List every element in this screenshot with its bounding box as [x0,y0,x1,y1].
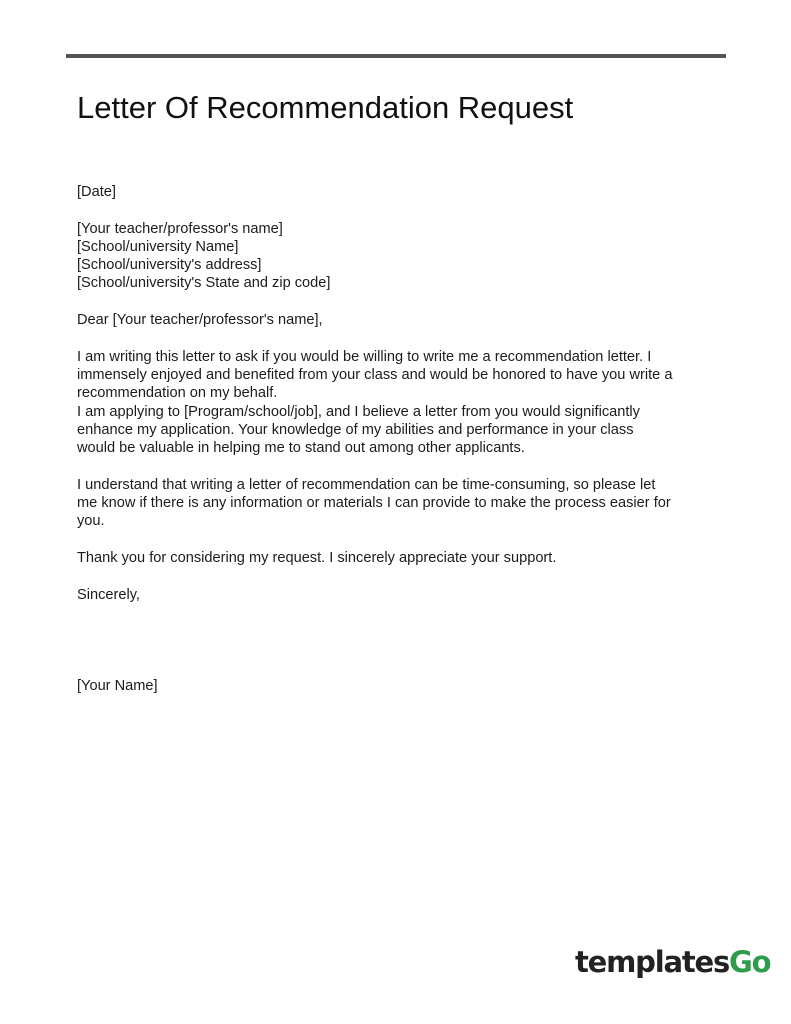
paragraph-line: I am applying to [Program/school/job], and I believe a letter from you would significantly [77,403,640,420]
letter-date: [Date] [77,184,116,200]
logo-text-go: Go [729,945,771,979]
paragraph-line: recommendation on my behalf. [77,385,278,402]
paragraph-thanks: Thank you for considering my request. I sincerely appreciate your support. [77,549,557,566]
recipient-school: [School/university Name] [77,238,239,255]
paragraph-line: you. [77,513,105,530]
paragraph-request [77,348,727,458]
header-divider [66,54,726,58]
paragraph-line: immensely enjoyed and benefited from your class and would be honored to have you write a [77,366,673,383]
paragraph-understanding [77,476,727,531]
paragraph-line: I understand that writing a letter of recommendation can be time-consuming, so please let [77,476,656,493]
paragraph-line: enhance my application. Your knowledge of my abilities and performance in your class [77,421,634,438]
logo-text-templates: templates [575,945,730,979]
signature-name: [Your Name] [77,677,158,694]
recipient-name: [Your teacher/professor's name] [77,220,283,237]
recipient-address: [School/university's address] [77,257,262,274]
templatesgo-logo [575,942,770,982]
letter-body [77,183,727,695]
closing: Sincerely, [77,586,140,603]
salutation: Dear [Your teacher/professor's name], [77,312,323,329]
recipient-state-zip: [School/university's State and zip code] [77,275,331,292]
document-title: Letter Of Recommendation Request [77,90,574,125]
paragraph-line: would be valuable in helping me to stand out among other applicants. [77,440,525,457]
recipient-block [77,220,727,293]
paragraph-line: me know if there is any information or materials I can provide to make the process easier for [77,495,671,512]
paragraph-line: I am writing this letter to ask if you would be willing to write me a recommendation letter. I [77,348,652,365]
